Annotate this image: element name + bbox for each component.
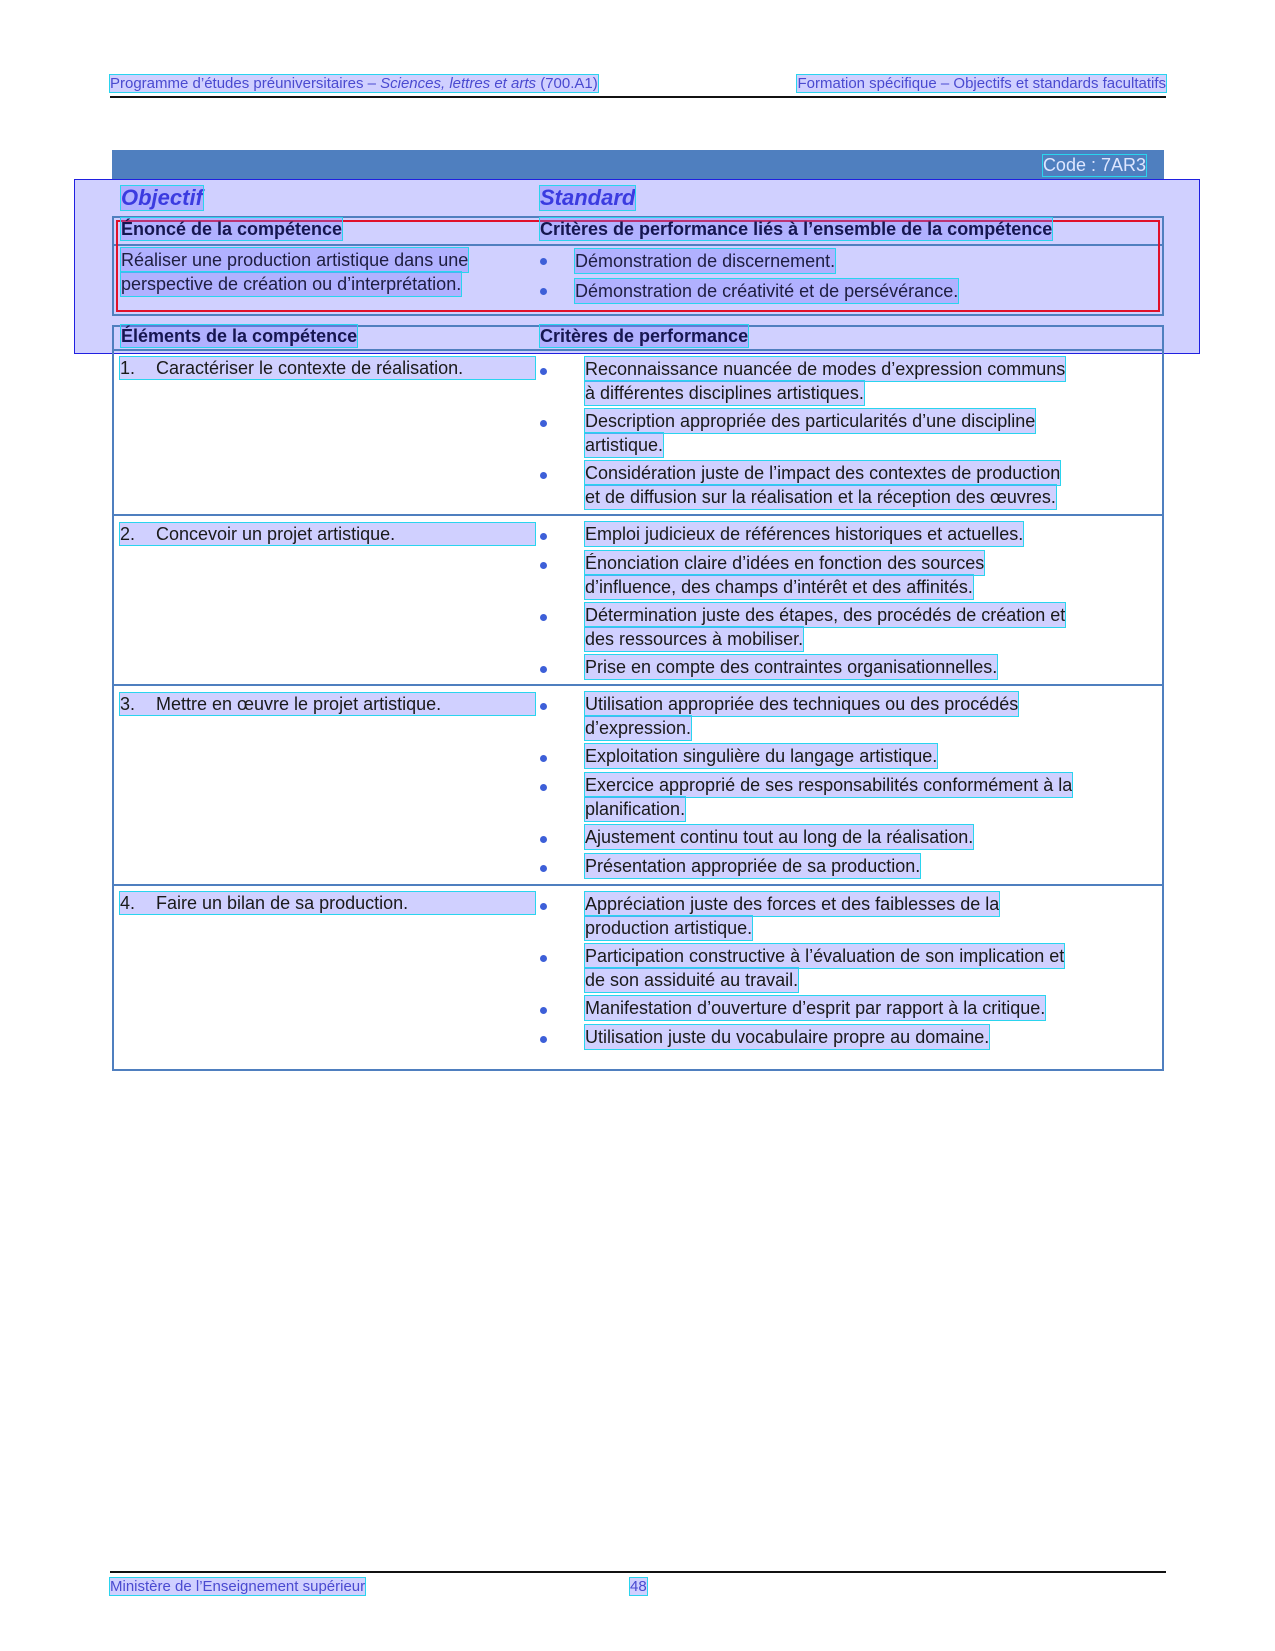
element-row-1: 1. Caractériser le contexte de réalisation. (120, 357, 535, 379)
critere-line: à différentes disciplines artistiques. (585, 383, 864, 403)
critere-line: Manifestation d’ouverture d’esprit par rapport à la critique. (585, 998, 1046, 1018)
critere-line: et de diffusion sur la réalisation et la réception des œuvres. (585, 487, 1056, 507)
element-row-2: 2. Concevoir un projet artistique. (120, 523, 535, 545)
critere-line: artistique. (585, 435, 664, 455)
critere-line: Détermination juste des étapes, des procédés de création et (585, 605, 1066, 625)
row-divider (114, 884, 1162, 886)
bullet-icon (540, 420, 547, 427)
bullet-icon (540, 703, 547, 710)
elements-label: Éléments de la compétence (121, 326, 358, 346)
critere-line: Énonciation claire d’idées en fonction des sources (585, 553, 985, 573)
critere-line: de son assiduité au travail. (585, 970, 799, 990)
bullet-icon (540, 1036, 547, 1043)
bullet-icon (540, 562, 547, 569)
bullet-icon (540, 472, 547, 479)
critere-line: Exploitation singulière du langage artistique. (585, 746, 938, 766)
code-band (112, 150, 1164, 180)
critere-line: planification. (585, 799, 686, 819)
header-section: Formation spécifique – Objectifs et standards facultatifs (797, 75, 1166, 92)
critere-line: production artistique. (585, 918, 753, 938)
bullet-icon (540, 865, 547, 872)
enonce-label: Énoncé de la compétence (121, 219, 343, 239)
bullet-icon (540, 614, 547, 621)
footer-ministry: Ministère de l’Enseignement supérieur (110, 1578, 366, 1595)
header-program: Programme d’études préuniversitaires – Sciences, lettres et arts (700.A1) (110, 75, 598, 92)
row-divider (114, 514, 1162, 516)
critere-line: Description appropriée des particularités d’une discipline (585, 411, 1036, 431)
critere-line: Participation constructive à l’évaluation de son implication et (585, 946, 1065, 966)
enonce-line: Réaliser une production artistique dans une (121, 250, 469, 270)
critere-line: Exercice approprié de ses responsabilités conformément à la (585, 775, 1073, 795)
critere-line: Appréciation juste des forces et des faiblesses de la (585, 894, 1000, 914)
criteres-ensemble-label: Critères de performance liés à l’ensemble de la compétence (540, 219, 1053, 239)
bullet-icon (540, 533, 547, 540)
critere-line: d’expression. (585, 718, 692, 738)
bullet-icon (540, 258, 547, 265)
critere-line: Ajustement continu tout au long de la réalisation. (585, 827, 974, 847)
critere-line: Présentation appropriée de sa production. (585, 856, 921, 876)
row-divider (114, 684, 1162, 686)
bullet-icon (540, 1007, 547, 1014)
critere-ensemble: Démonstration de discernement. (575, 251, 836, 271)
critere-line: d’influence, des champs d’intérêt et des affinités. (585, 577, 973, 597)
critere-line: des ressources à mobiliser. (585, 629, 804, 649)
critere-ensemble: Démonstration de créativité et de persévérance. (575, 281, 959, 301)
element-row-4: 4. Faire un bilan de sa production. (120, 892, 535, 914)
bullet-icon (540, 955, 547, 962)
footer-rule (110, 1571, 1166, 1573)
page-header (110, 74, 1166, 98)
page-number: 48 (630, 1578, 647, 1595)
divider (114, 349, 1162, 351)
enonce-line: perspective de création ou d’interprétation. (121, 274, 462, 294)
critere-line: Utilisation appropriée des techniques ou des procédés (585, 694, 1019, 714)
bullet-icon (540, 784, 547, 791)
element-row-3: 3. Mettre en œuvre le projet artistique. (120, 693, 535, 715)
bullet-icon (540, 288, 547, 295)
bullet-icon (540, 368, 547, 375)
standard-title: Standard (540, 185, 636, 210)
critere-line: Utilisation juste du vocabulaire propre au domaine. (585, 1027, 990, 1047)
critere-line: Considération juste de l’impact des contextes de production (585, 463, 1061, 483)
critere-line: Reconnaissance nuancée de modes d’expression communs (585, 359, 1066, 379)
bullet-icon (540, 755, 547, 762)
criteres-label: Critères de performance (540, 326, 749, 346)
critere-line: Emploi judicieux de références historiques et actuelles. (585, 524, 1024, 544)
competence-code: Code : 7AR3 (1042, 155, 1146, 175)
bullet-icon (540, 666, 547, 673)
bullet-icon (540, 836, 547, 843)
bullet-icon (540, 903, 547, 910)
critere-line: Prise en compte des contraintes organisationnelles. (585, 657, 998, 677)
objectif-title: Objectif (121, 185, 203, 210)
